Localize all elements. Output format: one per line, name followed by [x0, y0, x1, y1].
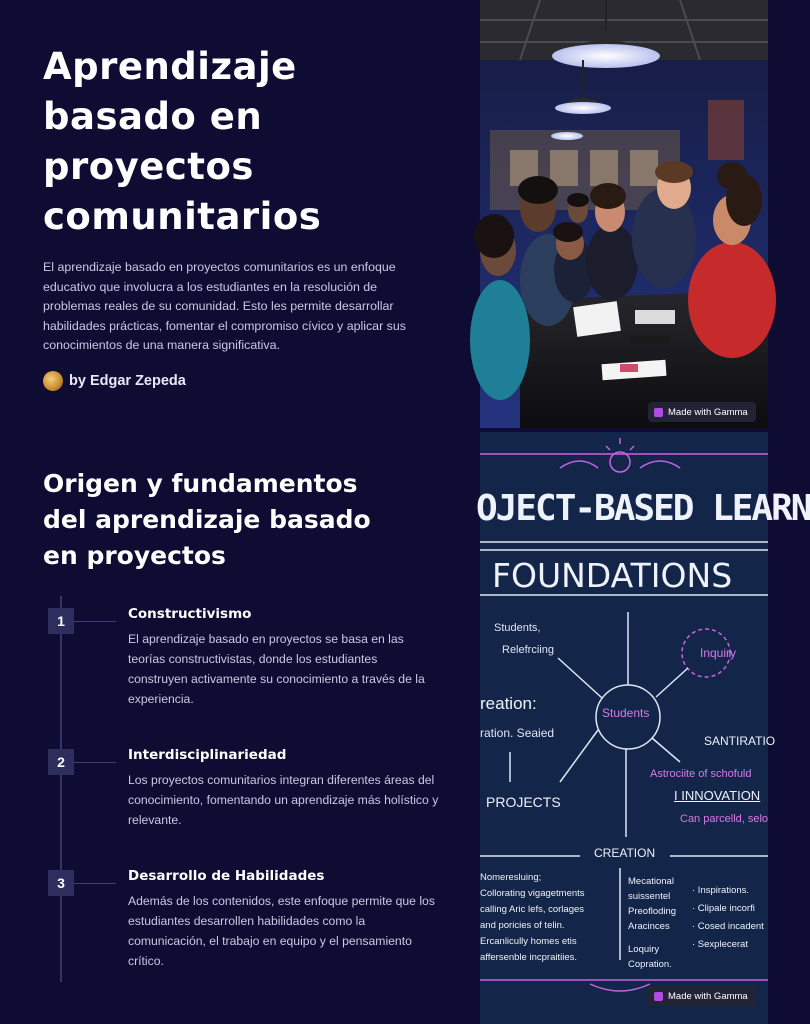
badge-label: Made with Gamma [668, 406, 748, 418]
chalk-label-inquiry: Inquiry [700, 646, 737, 660]
author-name: by Edgar Zepeda [69, 373, 186, 389]
chalk-list-item: · Sexplecerat [692, 939, 748, 950]
step-number: 1 [48, 608, 74, 634]
step-title: Interdisciplinariedad [128, 747, 287, 763]
avatar [43, 371, 63, 391]
chalk-list-item: Nomeresluing; [480, 872, 542, 883]
chalk-list-item: Mecational [628, 876, 674, 887]
chalk-list [480, 870, 585, 966]
chalk-list [692, 882, 764, 954]
badge-label: Made with Gamma [668, 990, 748, 1002]
step-connector [74, 883, 116, 884]
chalk-label: Students, [494, 622, 541, 634]
step-number: 3 [48, 870, 74, 896]
chalk-banner: OJECT-BASED LEARN [476, 488, 810, 529]
chalk-list-item: suissentel [628, 891, 671, 902]
chalk-list-item: Copration. [628, 959, 672, 970]
chalk-list-item: · Cosed incadent [692, 921, 764, 932]
timeline-line [60, 596, 62, 982]
step-connector [74, 621, 116, 622]
step-title: Constructivismo [128, 606, 252, 622]
step-connector [74, 762, 116, 763]
step-body: El aprendizaje basado en proyectos se basa en las teorías constructivistas, donde los estudiantes construyen activamente su conocimiento a través de la experiencia. [128, 632, 425, 706]
author-byline [43, 370, 186, 392]
chalk-list [628, 874, 676, 972]
step-body: Además de los contenidos, este enfoque permite que los estudiantes desarrollen habilidades como la comunicación, el trabajo en equipo y el pensamiento crítico. [128, 894, 435, 968]
step-body: Los proyectos comunitarios integran diferentes áreas del conocimiento, fomentando un aprendizaje más holístico y relevante. [128, 773, 439, 827]
chalk-list-item: and poricies of telin. [480, 920, 565, 931]
gamma-logo-icon [654, 408, 663, 417]
made-with-gamma-badge[interactable] [648, 986, 756, 1006]
chalk-list-item: Aracinces [628, 921, 670, 932]
chalk-label-center: Students [602, 706, 650, 720]
right-column [476, 0, 810, 1024]
intro-paragraph: El aprendizaje basado en proyectos comunitarios es un enfoque educativo que involucra a los estudiantes en la resolución de problemas reales de su comunidad. Esto les permite desarrollar habilidades prácticas, fomentar el compromiso cívico y aplicar sus conocimientos de una manera significativa. [43, 260, 406, 352]
chalk-heading: FOUNDATIONS [492, 556, 733, 595]
step-title: Desarrollo de Habilidades [128, 868, 325, 884]
chalk-label: SANTIRATIO [704, 734, 776, 748]
chalk-label: PROJECTS [486, 794, 561, 810]
chalk-list-item: · Inspirations. [692, 885, 750, 896]
chalk-list-item: Ercanlicully homes etis [480, 936, 577, 947]
chalk-label: Astrociite of schofuld [650, 768, 752, 780]
chalk-label: I INNOVATION [674, 788, 761, 803]
chalk-list-item: calling Aric lefs, corlages [480, 904, 585, 915]
made-with-gamma-badge[interactable] [648, 402, 756, 422]
section-title: Origen y fundamentos del aprendizaje basado en proyectos [43, 469, 371, 570]
page-title: Aprendizaje basado en proyectos comunitarios [43, 45, 322, 238]
chalk-label: Relefrciing [502, 644, 554, 656]
step-number: 2 [48, 749, 74, 775]
chalk-list-item: Preofloding [628, 906, 677, 917]
gamma-logo-icon [654, 992, 663, 1001]
chalk-list-item: Loquiry [628, 944, 660, 955]
chalk-list-item: Collorating vigagetments [480, 888, 585, 899]
chalk-label: ration. Seaied [480, 726, 555, 740]
chalk-label: CREATION [590, 846, 659, 860]
chalk-list-item: · Clipale incorfi [692, 903, 755, 914]
chalk-label: reation: [480, 694, 537, 713]
chalkboard-illustration [476, 432, 810, 1024]
chalk-label: Can parcelld, selo [680, 813, 769, 825]
chalk-list-item: affersenble incpraitiies. [480, 952, 577, 963]
classroom-photo [480, 0, 768, 428]
